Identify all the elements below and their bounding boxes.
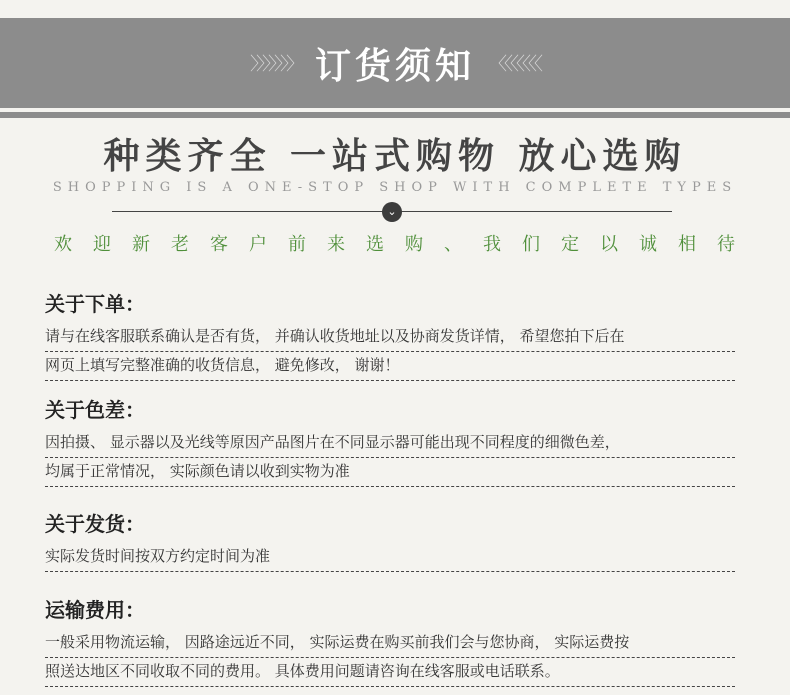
- section-line: 一般采用物流运输， 因路途远近不同， 实际运费在购买前我们会与您协商， 实际运费按: [45, 629, 735, 658]
- section-color-difference: [45, 394, 735, 487]
- banner-underline: [0, 112, 790, 118]
- section-line: 实际发货时间按双方约定时间为准: [45, 543, 735, 572]
- section-title: 关于色差：: [45, 398, 145, 422]
- section-line: 网页上填写完整准确的收货信息， 避免修改， 谢谢！: [45, 352, 735, 381]
- section-line: 均属于正常情况， 实际颜色请以收到实物为准: [45, 458, 735, 487]
- right-chevrons-icon: 〈〈〈〈〈〈〈: [489, 54, 540, 75]
- welcome-text: 欢迎新老客户前来选购、我们定以诚相待: [54, 234, 756, 255]
- section-ordering: [45, 288, 735, 381]
- page-title: 订货须知: [314, 45, 475, 87]
- section-line: 因拍摄、 显示器以及光线等原因产品图片在不同显示器可能出现不同程度的细微色差，: [45, 429, 735, 458]
- left-chevrons-icon: 〉〉〉〉〉〉〉: [249, 54, 301, 75]
- slogan-heading: 种类齐全 一站式购物 放心选购: [103, 136, 687, 177]
- section-line: 请与在线客服联系确认是否有货， 并确认收货地址以及协商发货详情， 希望您拍下后在: [45, 323, 735, 352]
- slogan-subtitle: SHOPPING IS A ONE-STOP SHOP WITH COMPLETE TYPES: [52, 180, 738, 195]
- section-title: 运输费用：: [45, 598, 145, 622]
- chevron-down-icon: ⌄: [382, 202, 402, 222]
- section-title: 关于下单：: [45, 292, 145, 316]
- section-line: 照送达地区不同收取不同的费用。 具体费用问题请咨询在线客服或电话联系。: [45, 658, 735, 687]
- section-freight-cost: [45, 594, 735, 687]
- section-shipping: [45, 508, 735, 572]
- section-title: 关于发货：: [45, 512, 145, 536]
- banner-title-row: [0, 18, 790, 108]
